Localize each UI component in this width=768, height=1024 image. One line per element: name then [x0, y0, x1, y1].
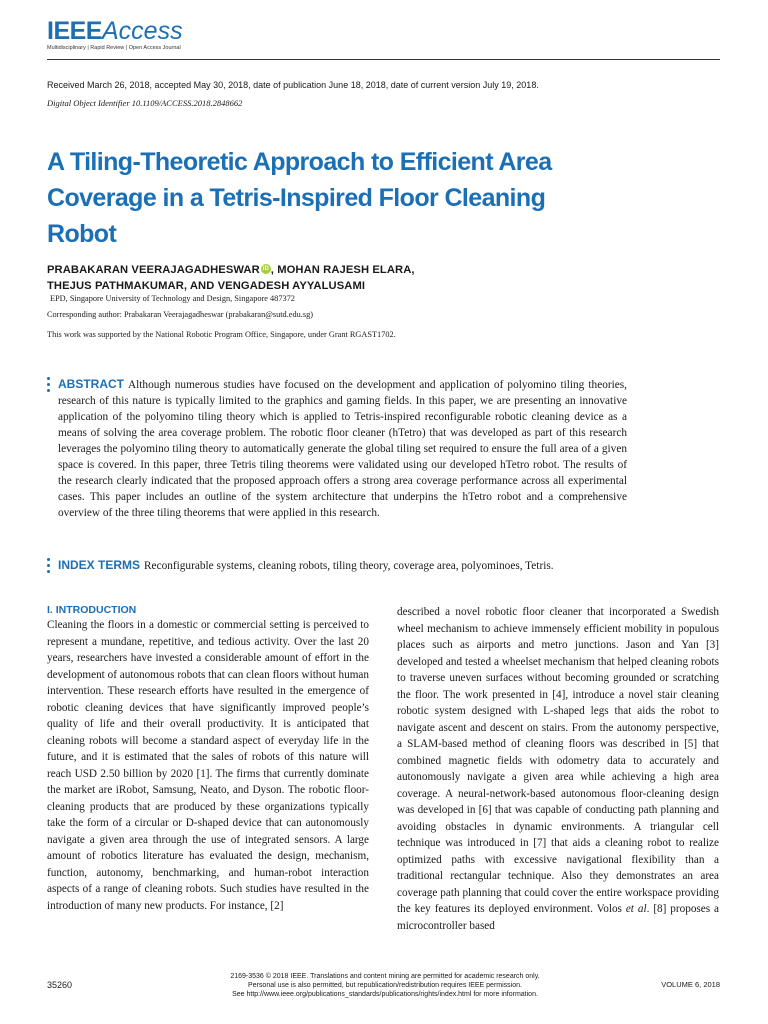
doi-line: Digital Object Identifier 10.1109/ACCESS.2018.2848662	[47, 98, 243, 108]
volume-label: VOLUME 6, 2018	[661, 980, 720, 989]
index-terms-label: INDEX TERMS	[58, 558, 141, 572]
copyright-notice	[190, 972, 580, 999]
copyright-line-2: Personal use is also permitted, but republication/redistribution requires IEEE permission.	[248, 982, 522, 989]
section-heading-introduction: I. INTRODUCTION	[47, 604, 137, 616]
right-column	[397, 604, 719, 934]
header-rule	[47, 59, 720, 60]
index-terms-text: Reconfigurable systems, cleaning robots, tiling theory, coverage area, polyominoes, Tetris.	[144, 560, 554, 572]
left-column	[47, 604, 369, 914]
intro-right-text-italic: et al	[625, 903, 647, 915]
affiliation: EPD, Singapore University of Technology and Design, Singapore 487372	[50, 294, 295, 303]
abstract-dots-icon	[47, 377, 51, 395]
author-line-1b: , MOHAN RAJESH ELARA,	[270, 264, 415, 276]
received-dates: Received March 26, 2018, accepted May 30, 2018, date of publication June 18, 2018, date of current version July 19, 2018.	[47, 80, 539, 90]
abstract	[58, 376, 627, 521]
index-terms-dots-icon	[47, 558, 51, 576]
abstract-label: ABSTRACT	[58, 377, 124, 391]
author-line-1a: PRABAKARAN VEERAJAGADHESWAR	[47, 264, 260, 276]
intro-right-text-a: described a novel robotic floor cleaner that incorporated a Swedish wheel mechanism to achieve immensely efficient mobility in populous places such as airports and metro junctions. Jason and Yan [3] developed and tested a wheelset mechanism that helped cleaning robots to traverse uneven surfaces without becoming grounded or scratching the floor. The work presented in [4], introduce a novel stair cleaning robotic system designed with L-shaped legs that aids the robot to navigate ascent and descent on stairs. From the autonomy perspective, a SLAM-based method of cleaning floors was described in [5] that combined magnetic fields with odometry data to accurately and autonomously navigate a given area while achieving a high area coverage. A neural-network-based autonomous floor-cleaning design was developed in [6] that was capable of conducting path planning and avoiding obstacles in dynamic environments. A triangular cell technique was introduced in [7] that aids a cleaning robot to realize optimized paths with excessive navigational flexibility than a traditional rectangular technique. Also they demonstrates an area coverage path planning that could cover the entire workspace providing the key features its deployed environment. Volos	[397, 606, 719, 915]
funding-note: This work was supported by the National Robotic Program Office, Singapore, under Grant RGAST1702.	[47, 330, 396, 339]
copyright-line-3: See http://www.ieee.org/publications_standards/publications/rights/index.html for more information.	[232, 991, 538, 998]
copyright-line-1: 2169-3536 © 2018 IEEE. Translations and content mining are permitted for academic research only.	[230, 973, 540, 980]
orcid-icon[interactable]: iD	[262, 266, 269, 272]
corresponding-author: Corresponding author: Prabakaran Veerajagadheswar (prabakaran@sutd.edu.sg)	[47, 310, 313, 319]
author-line-2: THEJUS PATHMAKUMAR, AND VENGADESH AYYALUSAMI	[47, 280, 366, 292]
journal-tagline: Multidisciplinary | Rapid Review | Open Access Journal	[47, 45, 181, 51]
logo-ieee: IEEE	[47, 17, 102, 45]
paper-title: A Tiling-Theoretic Approach to Efficient Area Coverage in a Tetris-Inspired Floor Cleaning Robot	[47, 148, 552, 248]
author-list	[47, 262, 607, 294]
intro-right-text-b: . [8] proposes a microcontroller based	[397, 903, 719, 932]
abstract-text: Although numerous studies have focused on the development and application of polyomino tiling theories, research of this nature is typically limited to the graphics and gaming fields. In this paper, we are presenting an innovative application of the polyomino tiling theory which is applied to Tetris-inspired reconfigurable robotic cleaning device as a means of solving the area coverage problem. The robotic floor cleaner (hTetro) that was developed as part of this research leverages the polyomino tiling theory to automatically generate the global tiling set required to ensure the full area of a given space is covered. In this paper, three Tetris tiling theorems were validated using our developed hTetro robot. The results of the research clearly indicated that the proposed approach offers a strong area coverage performance across all experimental cases. This paper includes an outline of the system architecture that underpins the hTetro robot and a comprehensive overview of the three tiling theorems that were applied in this research.	[58, 379, 627, 519]
journal-logo	[47, 17, 183, 45]
index-terms	[58, 557, 627, 574]
logo-access: Access	[101, 17, 183, 45]
intro-left-text: Cleaning the floors in a domestic or commercial setting is perceived to represent a mundane, repetitive, and tedious activity. Over the last 20 years, researchers have invested a considerable amount of effort in the development of autonomous robots that can clean floors without human intervention. These research efforts have resulted in the emergence of robotic cleaning devices that have significantly improved people’s quality of life and their overall productivity. It is anticipated that cleaning robots will become a standard aspect of everyday life in the future, and it is estimated that the sales of robots of this nature will reach USD 2.50 billion by 2020 [1]. The firms that currently dominate the market are iRobot, Samsung, Neato, and Dyson. The robotic floor-cleaning products that are produced by these organizations typically take the form of a circular or D-shaped device that can autonomously navigate a given area through the use of integrated sensors. A large amount of robotics literature has evaluated the design, mechanism, function, autonomy, benchmarking, and human-robot interaction aspects of a range of cleaning robots. Such studies have resulted in the introduction of many new products. For instance, [2]	[47, 619, 369, 912]
page-number: 35260	[47, 980, 73, 990]
